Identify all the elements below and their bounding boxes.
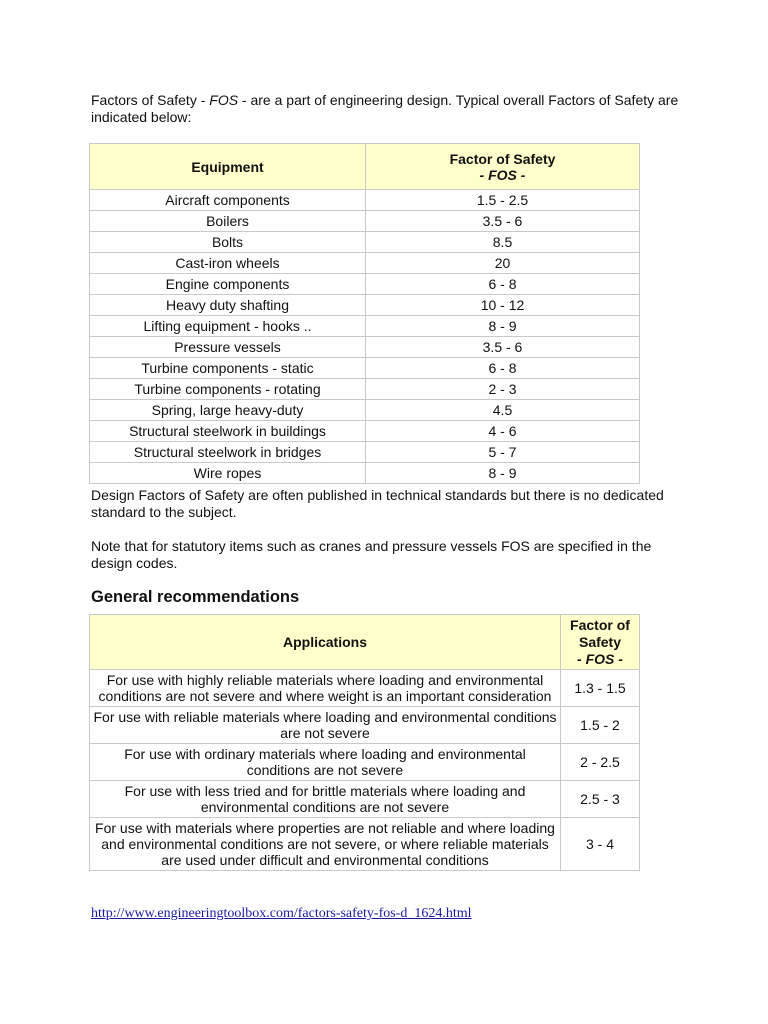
intro-paragraph: [91, 92, 691, 126]
table-row: [90, 421, 640, 442]
fos-cell: 5 - 7: [366, 442, 640, 463]
application-cell: For use with materials where properties are not reliable and where loading and environmental conditions are not severe, or where reliable materials are used under difficult and environmental conditions: [90, 818, 561, 871]
table-header-row: [90, 144, 640, 190]
fos-cell: 3 - 4: [561, 818, 640, 871]
table-header-row: [90, 615, 640, 670]
fos-cell: 20: [366, 253, 640, 274]
equipment-cell: Turbine components - rotating: [90, 379, 366, 400]
header-factor-of-safety: [561, 615, 640, 670]
table-row: [90, 211, 640, 232]
header-equipment: Equipment: [90, 144, 366, 190]
table-row: [90, 707, 640, 744]
table-row: [90, 744, 640, 781]
application-cell: For use with highly reliable materials where loading and environmental conditions are not severe and where weight is an important consideration: [90, 670, 561, 707]
intro-fos-term: FOS: [209, 92, 239, 108]
fos-cell: 6 - 8: [366, 358, 640, 379]
table-row: [90, 379, 640, 400]
equipment-cell: Spring, large heavy-duty: [90, 400, 366, 421]
application-cell: For use with ordinary materials where loading and environmental conditions are not severe: [90, 744, 561, 781]
fos-cell: 2 - 2.5: [561, 744, 640, 781]
table-row: [90, 253, 640, 274]
intro-text-start: Factors of Safety -: [91, 92, 210, 108]
equipment-cell: Boilers: [90, 211, 366, 232]
equipment-cell: Pressure vessels: [90, 337, 366, 358]
equipment-cell: Cast-iron wheels: [90, 253, 366, 274]
equipment-cell: Aircraft components: [90, 190, 366, 211]
fos-cell: 2 - 3: [366, 379, 640, 400]
equipment-cell: Wire ropes: [90, 463, 366, 484]
header-fos-line1: Factor of: [570, 616, 630, 633]
source-link[interactable]: http://www.engineeringtoolbox.com/factors-safety-fos-d_1624.html: [91, 906, 472, 921]
equipment-cell: Heavy duty shafting: [90, 295, 366, 316]
fos-cell: 1.5 - 2.5: [366, 190, 640, 211]
table-row: [90, 295, 640, 316]
equipment-fos-table: [89, 143, 640, 484]
table-row: [90, 818, 640, 871]
table-row: [90, 274, 640, 295]
table-row: [90, 670, 640, 707]
fos-cell: 3.5 - 6: [366, 337, 640, 358]
table-row: [90, 781, 640, 818]
standards-paragraph: Design Factors of Safety are often published in technical standards but there is no dedicated standard to the subject.: [91, 487, 664, 520]
statutory-note-paragraph: Note that for statutory items such as cranes and pressure vessels FOS are specified in the design codes.: [91, 538, 652, 571]
table-row: [90, 232, 640, 253]
fos-cell: 8.5: [366, 232, 640, 253]
fos-cell: 4 - 6: [366, 421, 640, 442]
fos-cell: 2.5 - 3: [561, 781, 640, 818]
table-row: [90, 316, 640, 337]
table-row: [90, 400, 640, 421]
header-fos-line3: - FOS -: [577, 650, 623, 667]
fos-cell: 8 - 9: [366, 316, 640, 337]
table-row: [90, 337, 640, 358]
table-row: [90, 358, 640, 379]
table-row: [90, 190, 640, 211]
fos-cell: 1.5 - 2: [561, 707, 640, 744]
equipment-cell: Lifting equipment - hooks ..: [90, 316, 366, 337]
fos-cell: 10 - 12: [366, 295, 640, 316]
header-fos-line2: - FOS -: [479, 166, 526, 183]
table-row: [90, 463, 640, 484]
equipment-cell: Bolts: [90, 232, 366, 253]
equipment-cell: Structural steelwork in buildings: [90, 421, 366, 442]
header-fos-line1: Factor of Safety: [449, 150, 556, 167]
recommendations-table: [89, 614, 640, 871]
section-heading: General recommendations: [91, 588, 300, 606]
fos-cell: 4.5: [366, 400, 640, 421]
equipment-cell: Structural steelwork in bridges: [90, 442, 366, 463]
intro-text-end: - are a part of engineering design. Typical overall Factors of Safety are indicated below:: [91, 92, 679, 125]
fos-cell: 1.3 - 1.5: [561, 670, 640, 707]
fos-cell: 6 - 8: [366, 274, 640, 295]
fos-cell: 3.5 - 6: [366, 211, 640, 232]
header-factor-of-safety: [366, 144, 640, 190]
equipment-cell: Turbine components - static: [90, 358, 366, 379]
fos-cell: 8 - 9: [366, 463, 640, 484]
application-cell: For use with less tried and for brittle materials where loading and environmental conditions are not severe: [90, 781, 561, 818]
table-row: [90, 442, 640, 463]
equipment-cell: Engine components: [90, 274, 366, 295]
header-applications: Applications: [90, 615, 561, 670]
application-cell: For use with reliable materials where loading and environmental conditions are not severe: [90, 707, 561, 744]
header-fos-line2: Safety: [578, 633, 622, 650]
